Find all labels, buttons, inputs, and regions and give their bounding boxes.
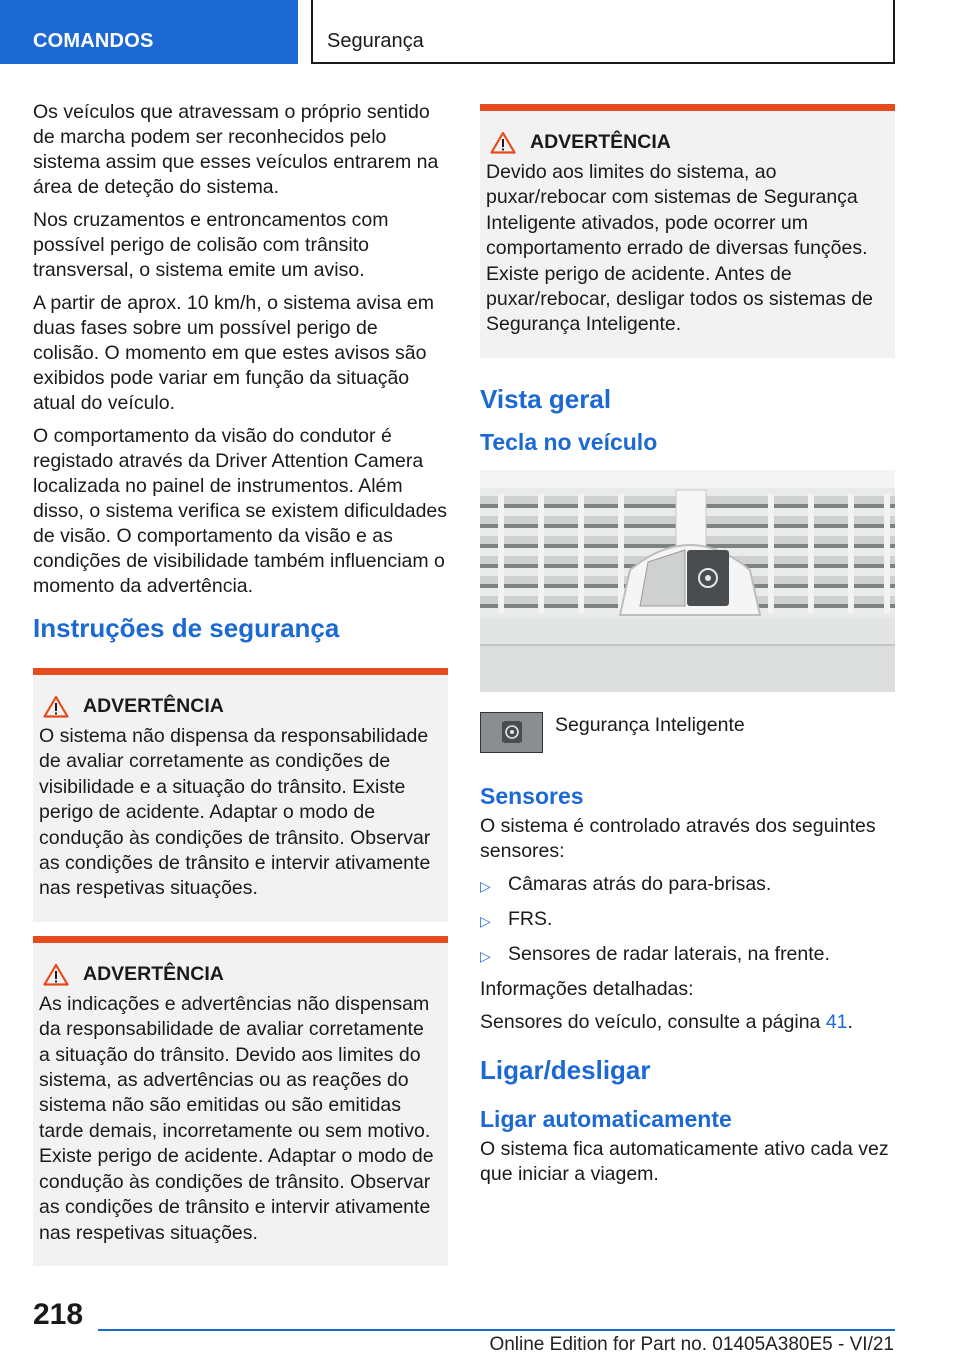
warning-box [33,668,448,922]
edition-text: Online Edition for Part no. 01405A380E5 - VI/21 [489,1334,894,1355]
grille-photo [480,470,895,692]
heading-safety: Instruções de segurança [33,613,340,643]
warning-box [33,936,448,1266]
paragraph: Nos cruzamentos e entroncamentos com possível perigo de colisão com trânsito transversal, o sistema emite um aviso. [33,209,389,281]
bullet-triangle-icon: ▷ [480,912,491,929]
paragraph: Os veículos que atravessam o próprio sentido de marcha podem ser reconhecidos pelo sistema assim que esses veículos entrarem na área de deteção do sistema. [33,101,439,198]
list-item-text: Sensores de radar laterais, na frente. [508,942,830,965]
reference-text: Sensores do veículo, consulte a página [480,1010,821,1033]
button-caption: Segurança Inteligente [555,713,745,736]
heading-onoff: Ligar/desligar [480,1054,651,1085]
list-item [480,872,895,899]
right-column [480,104,895,1195]
warning-icon [490,131,516,154]
page-link[interactable]: 41 [825,1010,848,1033]
button-legend [480,712,895,753]
list-item-text: Câmaras atrás do para-brisas. [508,872,772,895]
paragraph: Informações detalhadas: [480,977,694,1000]
paragraph: A partir de aprox. 10 km/h, o sistema avisa em duas fases sobre um possível perigo de colisão. O momento em que estes avisos são exibidos pode variar em função da situação atual do veículo. [33,292,435,414]
cross-reference [480,1010,895,1035]
list-item [480,907,895,934]
warning-icon [43,963,69,986]
bullet-triangle-icon: ▷ [480,947,491,964]
page-number: 218 [33,1298,84,1331]
list-item [480,942,895,969]
warning-text: Devido aos limites do sistema, ao puxar/rebocar com sistemas de Segurança Inteligente ativados, pode ocorrer um comportamento errado de diversas funções. Existe perigo de acidente. Antes de puxar/rebocar, desligar todos os sistemas de Segurança Inteligente. [486,161,873,336]
warning-text: As indicações e advertências não dispensam da responsabilidade de avaliar corretamente a situação do trânsito. Devido aos limites do sistema, as advertências ou as reações do sistema não são emitidas ou são emitidas tarde demais, incorretamente ou sem motivo. Existe perigo de acidente. Adaptar o modo de condução às condições de trânsito. Observar as condições de trânsito e intervir ativamente nas respetivas situações. [39,992,434,1244]
warning-box [480,104,895,358]
footer-divider [98,1329,895,1331]
warning-text: O sistema não dispensa da responsabilidade de avaliar corretamente as condições de visibilidade e a situação do trânsito. Existe perigo de acidente. Adaptar o modo de condução às condições de trânsito. Observar as condições de trânsito e intervir ativamente nas respetivas situações. [39,725,431,900]
warning-title: ADVERTÊNCIA [83,962,224,985]
subheading-sensors: Sensores [480,782,584,809]
paragraph: O comportamento da visão do condutor é registado através da Driver Attention Camera localizada no painel de instrumentos. Além disso, o sistema verifica se existem dificuldades de visão. O comportamento da visão e as condições de visibilidade também influenciam o momento da advertência. [33,425,448,597]
chapter-tab: COMANDOS [0,0,298,64]
warning-icon [43,695,69,718]
paragraph: O sistema fica automaticamente ativo cada vez que iniciar a viagem. [480,1137,889,1185]
warning-header [490,131,887,154]
warning-title: ADVERTÊNCIA [83,695,224,717]
subheading-button: Tecla no veículo [480,428,658,455]
paragraph: O sistema é controlado através dos seguintes sensores: [480,814,876,862]
warning-title: ADVERTÊNCIA [530,131,671,153]
section-title: Segurança [311,0,895,64]
bullet-triangle-icon: ▷ [480,877,491,894]
warning-header [43,695,440,718]
reference-end: . [847,1010,853,1033]
subheading-auto: Ligar automaticamente [480,1105,732,1132]
warning-header [43,963,440,986]
safety-button-icon [480,712,543,753]
left-column [33,100,448,1266]
heading-overview: Vista geral [480,383,612,414]
list-item-text: FRS. [508,907,553,930]
